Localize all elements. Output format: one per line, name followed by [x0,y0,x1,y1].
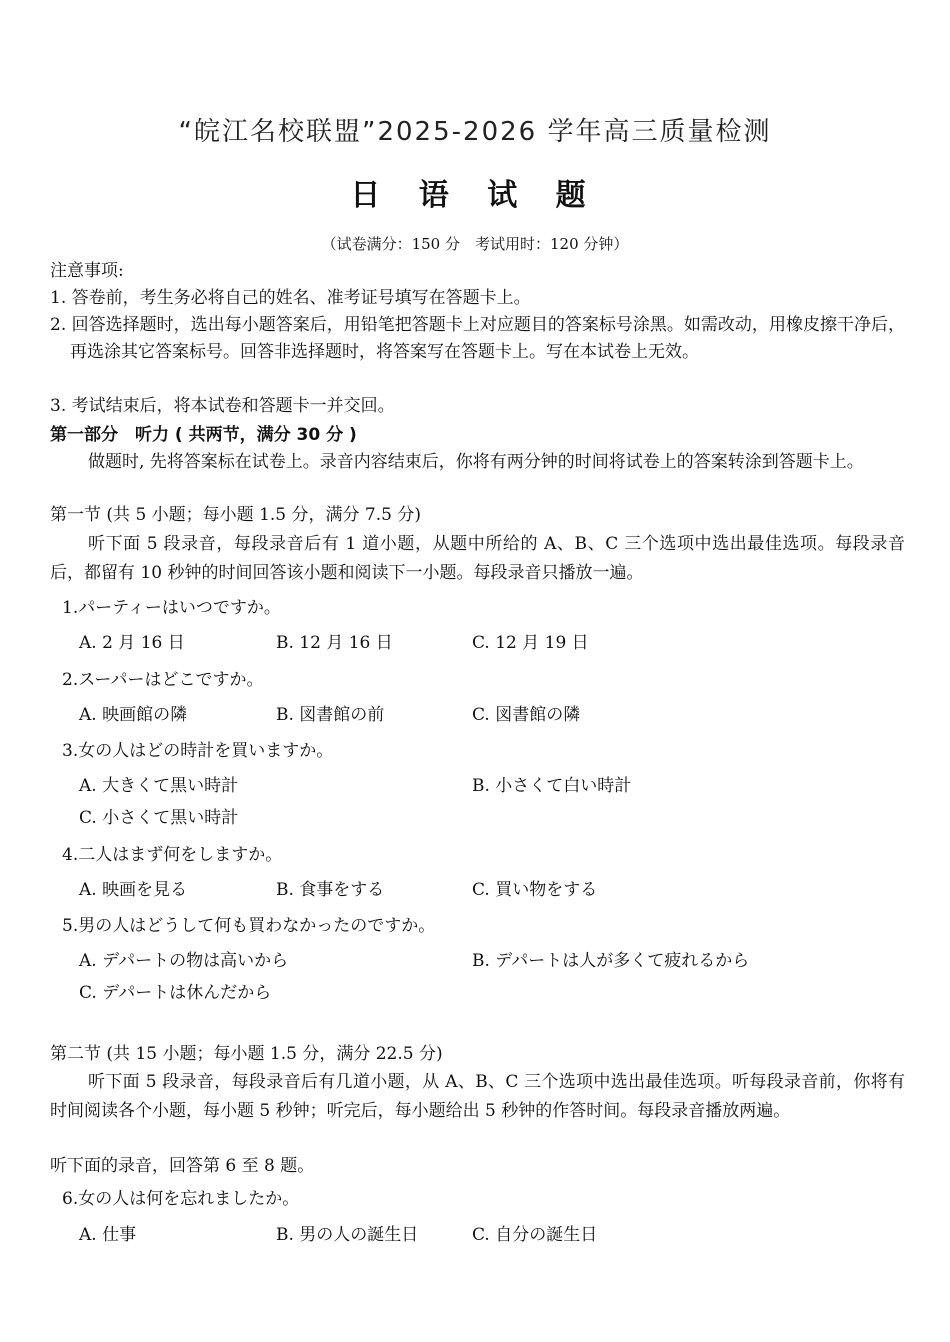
section1-heading: 第一节 (共 5 小题；每小题 1.5 分，满分 7.5 分) [50,505,421,525]
question-3-stem: 3.女の人はどの時計を買いますか。 [62,741,334,761]
question-2-option-b: B. 図書館の前 [276,705,385,725]
question-1-option-a: A. 2 月 16 日 [79,633,185,653]
question-6-option-c: C. 自分の誕生日 [472,1225,598,1245]
question-2-option-c: C. 図書館の隣 [472,705,581,725]
section2-instruction: 听下面 5 段录音，每段录音后有几道小题，从 A、B、C 三个选项中选出最佳选项。听每段录音前，你将有时间阅读各个小题，每小题 5 秒钟；听完后，每小题给出 5 秒钟的作答时间。每段录音播放两遍。 [50,1072,905,1121]
notes-item-2-text: 2. 回答选择题时，选出每小题答案后，用铅笔把答题卡上对应题目的答案标号涂黑。如需改动，用橡皮擦干净后，再选涂其它答案标号。回答非选择题时，将答案写在答题卡上。写在本试卷上无效。 [50,315,905,362]
score-info: （试卷满分：150 分 考试用时：120 分钟） [321,235,629,253]
question-4-option-a: A. 映画を見る [79,880,188,900]
question-5-option-c: C. デパートは休んだから [79,983,272,1003]
question-5-stem: 5.男の人はどうして何も買わなかったのですか。 [62,916,436,936]
notes-item-3: 3. 考试结束后，将本试卷和答题卡一并交回。 [50,396,395,416]
question-6-stem: 6.女の人は何を忘れましたか。 [62,1189,300,1209]
question-1-option-c: C. 12 月 19 日 [472,633,589,653]
question-4-stem: 4.二人はまず何をしますか。 [62,845,283,865]
section2-sub-instruction: 听下面的录音，回答第 6 至 8 题。 [50,1156,315,1176]
question-4-option-c: C. 買い物をする [472,880,598,900]
question-3-option-c: C. 小さくて黒い時計 [79,808,239,828]
question-3-option-b: B. 小さくて白い時計 [472,776,632,796]
question-5-option-a: A. デパートの物は高いから [79,951,289,971]
part1-instruction: 做题时, 先将答案标在试卷上。录音内容结束后，你将有两分钟的时间将试卷上的答案转涂到答题卡上。 [88,452,864,472]
part1-heading: 第一部分 听力 ( 共两节，满分 30 分 ) [50,425,357,445]
question-3-option-a: A. 大きくて黒い時計 [79,776,239,796]
notes-heading: 注意事项: [50,261,124,281]
section2-heading: 第二节 (共 15 小题；每小题 1.5 分，满分 22.5 分) [50,1044,443,1064]
question-1-option-b: B. 12 月 16 日 [276,633,393,653]
notes-item-2 [50,312,905,366]
section1-instruction: 听下面 5 段录音，每段录音后有 1 道小题，从题中所给的 A、B、C 三个选项中选出最佳选项。每段录音后，都留有 10 秒钟的时间回答该小题和阅读下一小题。每段录音只播放一遍。 [50,534,905,583]
question-6-option-b: B. 男の人の誕生日 [276,1225,419,1245]
question-6-option-a: A. 仕事 [79,1225,137,1245]
question-2-option-a: A. 映画館の隣 [79,705,188,725]
notes-item-1: 1. 答卷前，考生务必将自己的姓名、准考证号填写在答题卡上。 [50,288,531,308]
subject-title: 日 语 试 题 [350,178,600,213]
exam-title: “皖江名校联盟”2025-2026 学年高三质量检测 [178,117,772,147]
question-2-stem: 2.スーパーはどこですか。 [62,670,264,690]
question-5-option-b: B. デパートは人が多くて疲れるから [472,951,750,971]
question-1-stem: 1.パーティーはいつですか。 [62,598,281,618]
question-4-option-b: B. 食事をする [276,880,385,900]
